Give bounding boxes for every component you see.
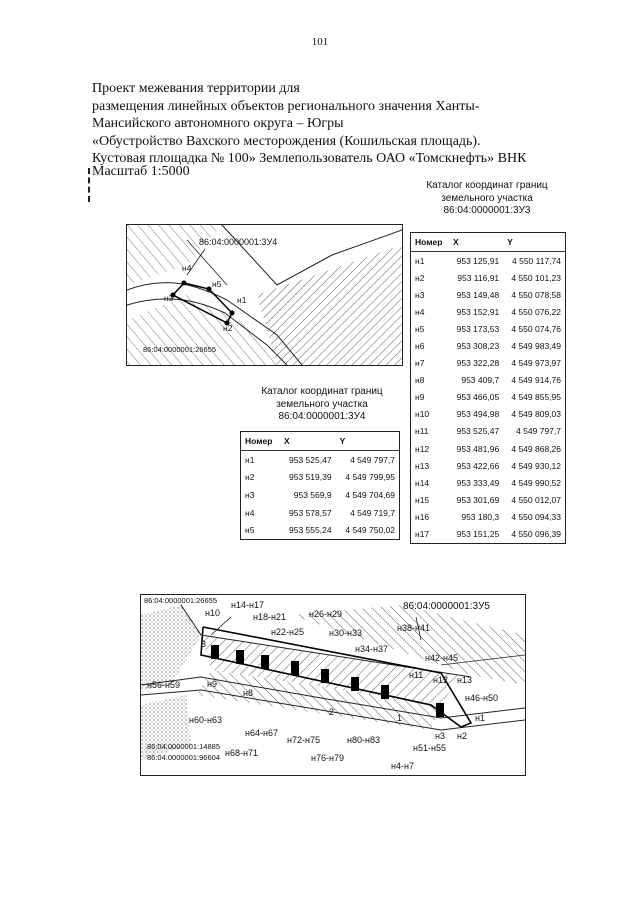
contour-label: 3 [201,639,207,649]
point-number-cell: н1 [245,454,255,465]
point-label: н22-н25 [271,627,304,637]
y-coordinate-cell: 4 549 797,7 [516,426,561,437]
point-number-cell: н17 [415,529,430,540]
hatched-area [127,225,222,285]
y-coordinate-cell: 4 550 078,58 [511,289,561,300]
well-pad [436,703,444,717]
x-coordinate-cell: 953 519,39 [289,472,332,483]
well-pad [261,655,269,669]
x-coordinate-cell: 953 180,3 [461,511,500,522]
y-coordinate-cell: 4 549 719,7 [350,507,395,518]
caption-line: 86:04:0000001:3У3 [443,205,531,216]
column-header-number: Номер [411,233,450,252]
title-line: Мансийского автономного округа – Югры [92,116,344,131]
point-number-cell: н12 [415,443,430,454]
point-number-cell: н7 [415,358,425,369]
table-row [411,440,566,457]
hatched-area [127,295,277,365]
catalog-3u4-table [240,431,400,540]
point-label: н64-н67 [245,728,278,738]
y-coordinate-cell: 4 550 076,22 [511,306,561,317]
table-row [241,504,400,522]
parcel-label: 86:04:0000001:3У5 [403,601,490,612]
x-coordinate-cell: 953 569,9 [293,489,332,500]
contour-label: 1 [397,713,403,723]
point-label: н51-н55 [413,743,446,753]
point-label: н4-н7 [391,761,414,771]
page-number: 101 [311,36,329,48]
x-coordinate-cell: 953 481,96 [456,443,500,454]
point-label: н38-н41 [397,623,430,633]
column-header-number: Номер [241,432,281,451]
column-header-x: X [280,432,336,451]
boundary-point [182,281,187,286]
table-row [241,451,400,469]
point-number-cell: н8 [415,375,425,386]
point-label: н76-н79 [311,753,344,763]
point-label: н68-н71 [225,748,258,758]
title-line: размещения линейных объектов регионального значения Ханты- [92,98,480,114]
parcel-label: 86:04:0000001:3У4 [199,237,278,247]
column-header-x: X [449,233,503,252]
title-line: «Обустройство Вахского месторождения (Кошильская площадь). [92,133,481,149]
x-coordinate-cell: 953 322,28 [456,358,500,369]
table-row [411,303,566,320]
x-coordinate-cell: 953 466,05 [456,392,500,403]
table-row [411,508,566,525]
x-coordinate-cell: 953 116,91 [457,272,500,283]
point-label: н1 [475,713,485,723]
point-label: н60-н63 [189,715,222,725]
title-line: Кустовая площадка № 100» Землепользователь ОАО «Томскнефть» ВНК [92,151,527,166]
x-coordinate-cell: 953 301,69 [456,494,500,505]
y-coordinate-cell: 4 550 012,07 [511,494,561,505]
table-row [411,423,566,440]
point-number-cell: н14 [415,477,430,488]
well-pad [351,677,359,691]
parcel-label: 86:04:0000001:26655 [144,596,217,605]
point-label: н11 [409,670,424,680]
x-coordinate-cell: 953 151,25 [456,529,500,540]
table-row [411,269,566,286]
table-row [241,486,400,504]
catalog-3u4-caption [247,386,397,424]
point-number-cell: н3 [415,289,425,300]
point-label: н8 [243,688,253,698]
x-coordinate-cell: 953 333,49 [456,477,500,488]
boundary-point [230,311,235,316]
parcel-label: 86:04:0000001:14885 [147,742,220,751]
point-number-cell: н1 [415,255,425,266]
point-label: н12 [433,675,448,685]
well-pad [381,685,389,699]
point-label: н34-н37 [355,644,388,654]
catalog-3u3-caption [412,180,562,218]
caption-line: земельного участка [441,192,533,204]
point-label: н30-н33 [329,628,362,638]
y-coordinate-cell: 4 550 096,39 [511,529,561,540]
x-coordinate-cell: 953 152,91 [456,306,500,317]
neighbor-parcel-label: 86:04:0000001:26655 [143,345,216,354]
point-label: н26-н29 [309,609,342,619]
point-label: н3 [435,731,445,741]
table-row [411,389,566,406]
dotted-area [141,605,201,690]
x-coordinate-cell: 953 494,98 [456,409,500,420]
point-label: н1 [237,295,247,305]
x-coordinate-cell: 953 422,66 [456,460,500,471]
table-row [411,474,566,491]
y-coordinate-cell: 4 550 101,23 [511,272,561,283]
point-number-cell: н2 [415,272,425,283]
contour-label: 2 [329,707,335,717]
x-coordinate-cell: 953 125,91 [456,255,500,266]
caption-line: 86:04:0000001:3У4 [278,411,366,422]
y-coordinate-cell: 4 550 117,74 [512,255,561,266]
well-pad [321,669,329,683]
table-row [411,372,566,389]
point-label: н13 [457,675,472,685]
x-coordinate-cell: 953 173,53 [456,323,500,334]
table-row [411,320,566,337]
column-header-y: Y [503,233,565,252]
table-row [411,355,566,372]
point-number-cell: н11 [415,426,429,437]
point-number-cell: н5 [415,323,425,334]
point-label: н42-н45 [425,653,458,663]
point-number-cell: н2 [245,472,255,483]
table-row [411,286,566,303]
point-label: н9 [207,679,217,689]
parcel-map-3u4 [126,224,403,366]
well-pad [236,650,244,664]
table-row [241,469,400,487]
y-coordinate-cell: 4 549 797,7 [350,454,395,465]
point-label: н14-н17 [231,600,264,610]
point-label: н3 [164,293,174,303]
parcel-map-3u5 [140,594,526,776]
point-number-cell: н10 [415,409,430,420]
point-label: н5 [212,279,222,289]
hatched-area [257,245,402,365]
boundary-point [207,287,212,292]
y-coordinate-cell: 4 549 990,52 [511,477,561,488]
point-label: н4 [182,263,192,273]
point-number-cell: н4 [245,507,255,518]
x-coordinate-cell: 953 525,47 [456,426,500,437]
title-line: Проект межевания территории для [92,81,300,96]
catalog-3u3-table [410,232,566,544]
document-title [92,80,562,168]
parcel-label: 86:04:0000001:96604 [147,753,220,762]
point-label: н46-н50 [465,693,498,703]
table-row [241,521,400,539]
caption-line: Каталог координат границ [426,180,548,191]
y-coordinate-cell: 4 549 868,26 [511,443,561,454]
x-coordinate-cell: 953 308,23 [456,341,500,352]
point-number-cell: н6 [415,341,425,352]
table-row [411,491,566,508]
x-coordinate-cell: 953 578,57 [289,507,332,518]
caption-line: Каталог координат границ [261,386,383,397]
x-coordinate-cell: 953 555,24 [289,525,332,536]
y-coordinate-cell: 4 549 930,12 [511,460,561,471]
y-coordinate-cell: 4 550 074,76 [511,323,561,334]
y-coordinate-cell: 4 549 809,03 [511,409,561,420]
point-label: н10 [205,608,220,618]
point-label: н18-н21 [253,612,286,622]
point-label: н2 [223,323,233,333]
scale-text: Масштаб 1:5000 [92,164,190,179]
point-number-cell: н4 [415,306,425,317]
well-pad [291,661,299,675]
point-number-cell: н3 [245,489,255,500]
point-label: н56-н59 [147,680,180,690]
table-row [411,457,566,474]
y-coordinate-cell: 4 550 094,33 [511,511,561,522]
x-coordinate-cell: 953 149,48 [456,289,500,300]
point-number-cell: н15 [415,494,430,505]
well-pad [211,645,219,659]
y-coordinate-cell: 4 549 799,95 [345,472,395,483]
x-coordinate-cell: 953 525,47 [289,454,332,465]
column-header-y: Y [336,432,400,451]
y-coordinate-cell: 4 549 704,69 [345,489,395,500]
x-coordinate-cell: 953 409,7 [461,375,500,386]
y-coordinate-cell: 4 549 750,02 [345,525,395,536]
y-coordinate-cell: 4 549 855,95 [511,392,561,403]
point-label: н2 [457,731,467,741]
table-row [411,337,566,354]
point-label: н80-н83 [347,735,380,745]
caption-line: земельного участка [276,398,368,410]
table-row [411,252,566,270]
point-number-cell: н13 [415,460,430,471]
point-number-cell: н5 [245,525,255,536]
table-row [411,406,566,423]
point-number-cell: н16 [415,511,430,522]
point-number-cell: н9 [415,392,425,403]
table-row [411,526,566,544]
point-label: н72-н75 [287,735,320,745]
y-coordinate-cell: 4 549 983,49 [511,341,561,352]
y-coordinate-cell: 4 549 973,97 [511,358,561,369]
y-coordinate-cell: 4 549 914,76 [511,375,561,386]
